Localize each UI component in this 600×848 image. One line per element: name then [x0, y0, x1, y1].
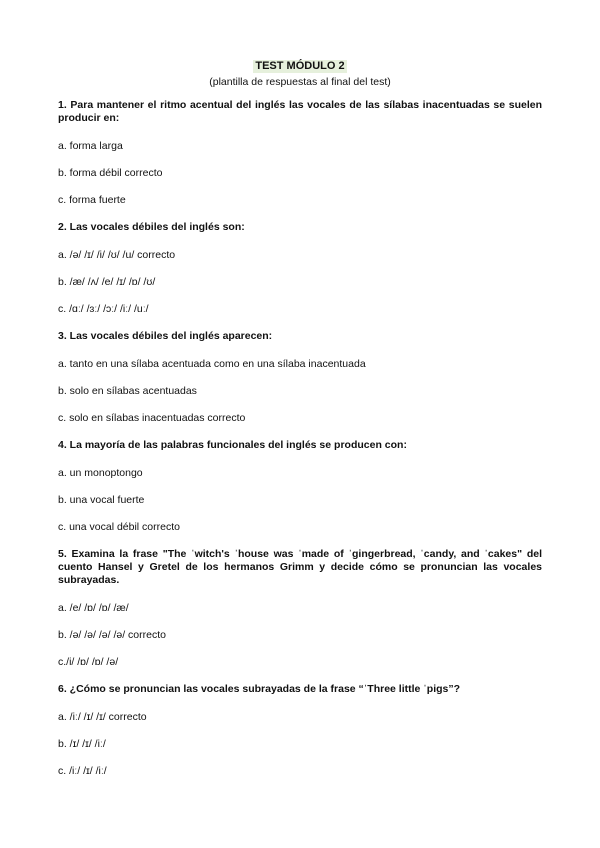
option-c: c. /ɑː/ /ɜː/ /ɔː/ /iː/ /uː/ — [58, 303, 149, 315]
question-3 — [58, 330, 542, 425]
option-c: c./i/ /ɒ/ /ɒ/ /ə/ — [58, 656, 119, 668]
option-c: c. una vocal débil correcto — [58, 521, 180, 533]
page-subtitle: (plantilla de respuestas al final del test) — [209, 76, 391, 88]
question-1 — [58, 99, 542, 207]
option-a: a. /e/ /ɒ/ /ɒ/ /æ/ — [58, 602, 129, 614]
option-b: b. forma débil correcto — [58, 167, 163, 179]
option-a: a. tanto en una sílaba acentuada como en una sílaba inacentuada — [58, 358, 366, 370]
question-list — [58, 99, 542, 778]
option-b: b. /ə/ /ə/ /ə/ /ə/ correcto — [58, 629, 166, 641]
option-b: b. /ɪ/ /ɪ/ /iː/ — [58, 738, 106, 750]
question-text: 5. Examina la frase "The ˈwitch's ˈhouse was ˈmade of ˈgingerbread, ˈcandy, and ˈcakes" del cuento Hansel y Gretel de los hermanos Grimm y decide cómo se pronuncian las vocales subrayadas. — [58, 548, 542, 586]
question-2 — [58, 221, 542, 316]
option-a: a. forma larga — [58, 140, 123, 152]
question-text: 2. Las vocales débiles del inglés son: — [58, 221, 245, 233]
option-b: b. una vocal fuerte — [58, 494, 145, 506]
question-5 — [58, 548, 542, 669]
question-text: 1. Para mantener el ritmo acentual del inglés las vocales de las sílabas inacentuadas se suelen producir en: — [58, 99, 542, 124]
question-6 — [58, 683, 542, 778]
option-c: c. /iː/ /ɪ/ /iː/ — [58, 765, 107, 777]
question-text: 4. La mayoría de las palabras funcionales del inglés se producen con: — [58, 439, 407, 451]
option-a: a. un monoptongo — [58, 467, 143, 479]
question-text: 3. Las vocales débiles del inglés aparecen: — [58, 330, 273, 342]
option-a: a. /ə/ /ɪ/ /i/ /ʊ/ /u/ correcto — [58, 249, 176, 261]
option-c: c. forma fuerte — [58, 194, 126, 206]
option-b: b. solo en sílabas acentuadas — [58, 385, 197, 397]
document-header — [0, 56, 600, 89]
question-text: 6. ¿Cómo se pronuncian las vocales subrayadas de la frase “ˈThree little ˈpigs”? — [58, 683, 461, 695]
option-a: a. /iː/ /ɪ/ /ɪ/ correcto — [58, 711, 147, 723]
option-b: b. /æ/ /ʌ/ /e/ /ɪ/ /ɒ/ /ʊ/ — [58, 276, 156, 288]
question-4 — [58, 439, 542, 534]
option-c: c. solo en sílabas inacentuadas correcto — [58, 412, 246, 424]
page-title: TEST MÓDULO 2 — [255, 60, 345, 72]
